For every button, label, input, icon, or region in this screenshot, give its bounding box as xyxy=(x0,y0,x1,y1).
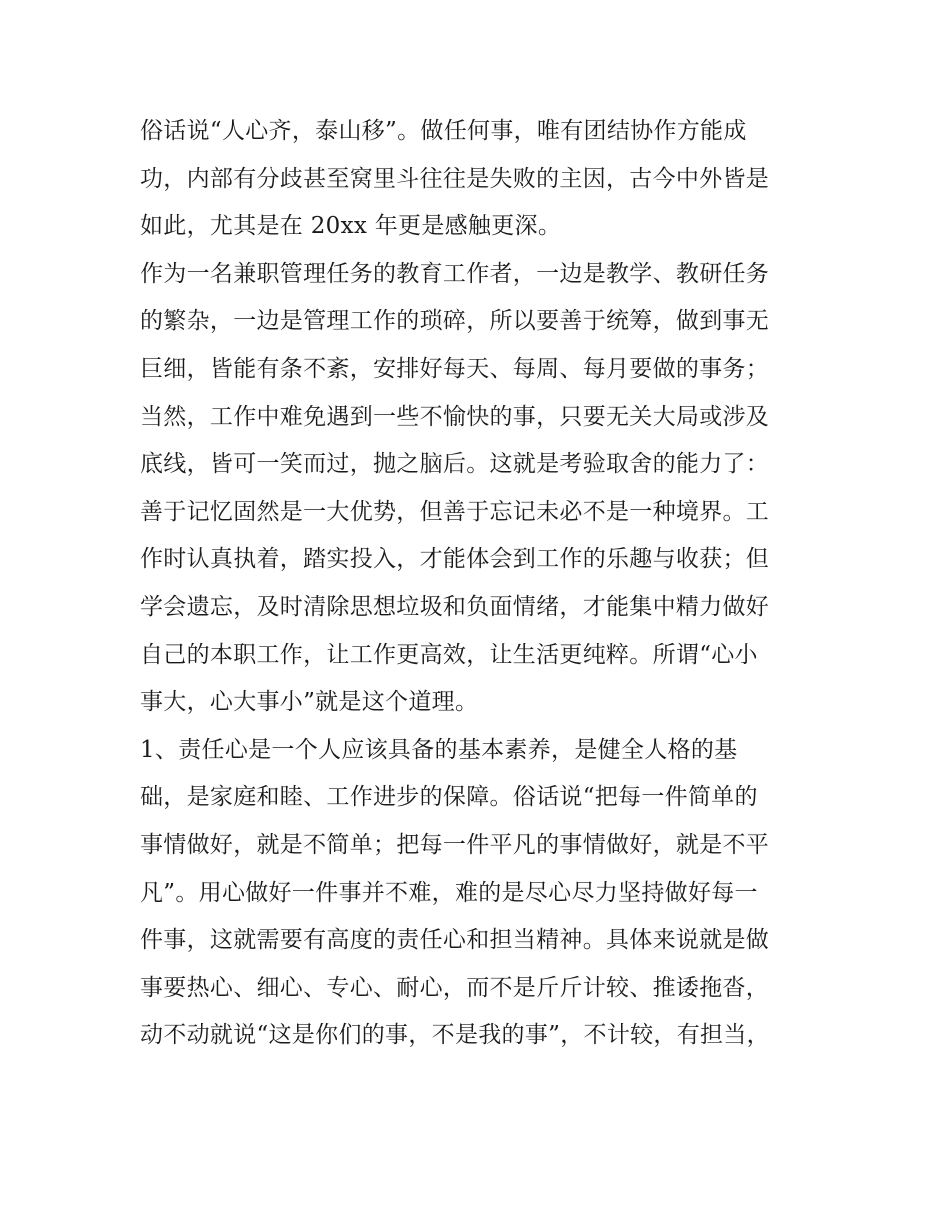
text-line: 1、责任心是一个人应该具备的基本素养，是健全人格的基 xyxy=(140,736,738,763)
text-line: 善于记忆固然是一大优势，但善于忘记未必不是一种境界。工 xyxy=(140,498,770,525)
text-line: 事大，心大事小”就是这个道理。 xyxy=(140,689,479,716)
text-line: 件事，这就需要有高度的责任心和担当精神。具体来说就是做 xyxy=(140,927,770,954)
text-line: 俗话说“人心齐，泰山移”。做任何事，唯有团结协作方能成 xyxy=(140,118,747,144)
text-line: 础，是家庭和睦、工作进步的保障。俗话说“把每一件简单的 xyxy=(140,784,758,811)
text-line: 功，内部有分歧甚至窝里斗往往是失败的主因，古今中外皆是 xyxy=(140,165,770,192)
text-line: 巨细，皆能有条不紊，安排好每天、每周、每月要做的事务； xyxy=(140,355,770,382)
text-line: 如此，尤其是在 20xx 年更是感触更深。 xyxy=(140,213,562,240)
text-line: 的繁杂，一边是管理工作的琐碎，所以要善于统筹，做到事无 xyxy=(140,308,770,335)
text-line: 作时认真执着，踏实投入，才能体会到工作的乐趣与收获；但 xyxy=(140,546,770,573)
text-line: 底线，皆可一笑而过，抛之脑后。这就是考验取舍的能力了： xyxy=(140,451,770,478)
text-line: 作为一名兼职管理任务的教育工作者，一边是教学、教研任务 xyxy=(140,260,770,287)
text-line: 事情做好，就是不简单；把每一件平凡的事情做好，就是不平 xyxy=(140,831,770,858)
text-line: 自己的本职工作，让工作更高效，让生活更纯粹。所谓“心小 xyxy=(140,641,758,668)
text-line: 凡”。用心做好一件事并不难，难的是尽心尽力坚持做好每一 xyxy=(140,879,758,906)
text-line: 事要热心、细心、专心、耐心，而不是斤斤计较、推诿拖沓， xyxy=(140,974,770,1001)
body-text xyxy=(140,108,815,1060)
text-line: 学会遗忘，及时清除思想垃圾和负面情绪，才能集中精力做好 xyxy=(140,593,770,620)
text-line: 动不动就说“这是你们的事，不是我的事”，不计较，有担当， xyxy=(140,1022,770,1049)
text-line: 当然，工作中难免遇到一些不愉快的事，只要无关大局或涉及 xyxy=(140,403,770,430)
